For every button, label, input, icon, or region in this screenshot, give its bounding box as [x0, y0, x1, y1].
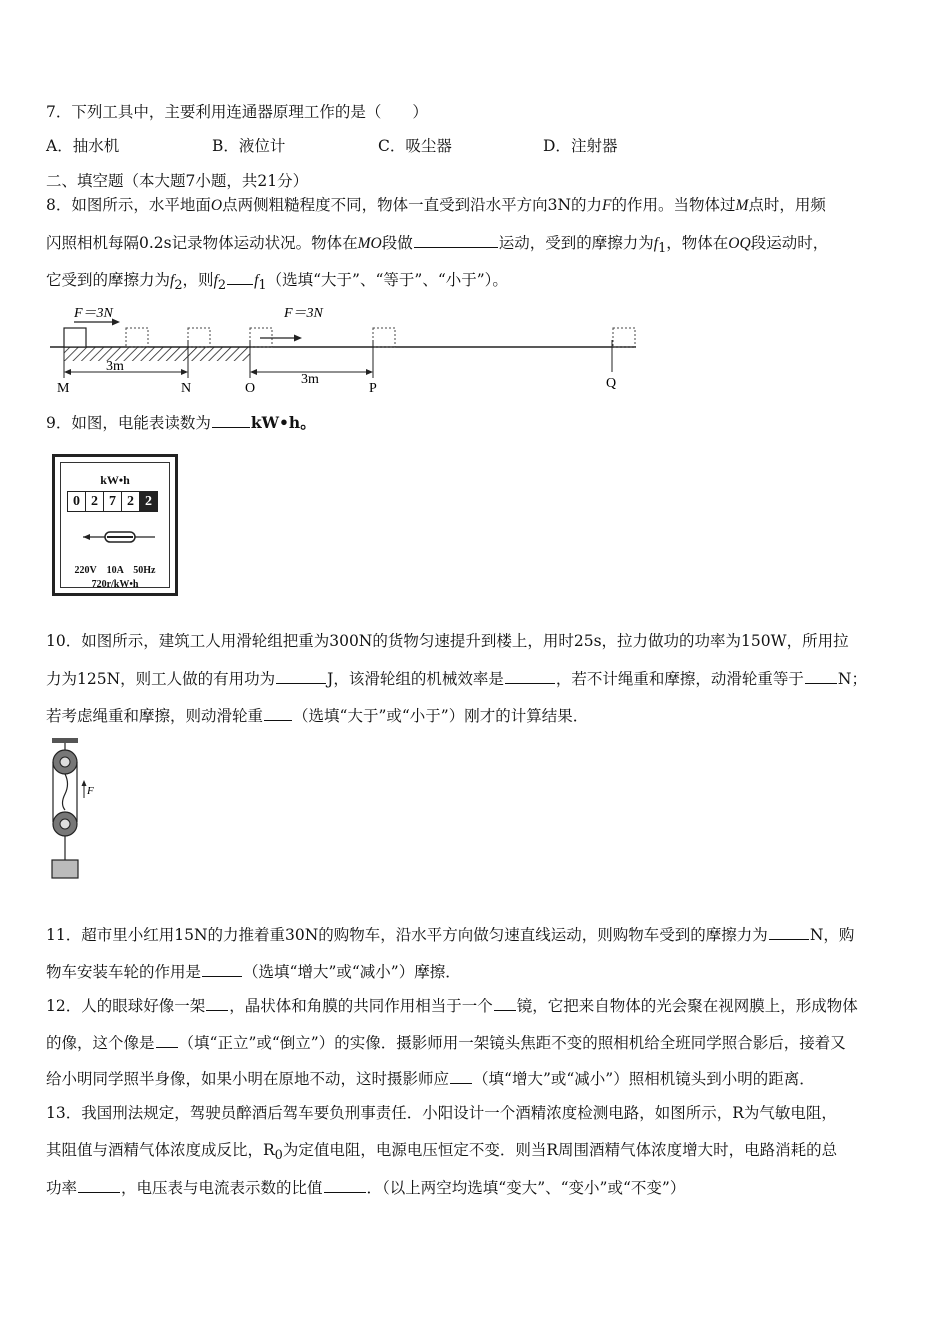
answer-blank[interactable]: [264, 705, 292, 721]
q8-text: 点两侧粗糙程度不同，物体一直受到沿水平方向3N的力: [222, 196, 603, 214]
q13-text: 其阻值与酒精气体浓度成反比，R: [46, 1141, 275, 1159]
point-label-q: Q: [606, 376, 617, 391]
cargo-block: [52, 860, 78, 878]
q8-text: 8．如图所示，水平地面: [46, 196, 211, 214]
q8-text: 点时，用频: [748, 196, 826, 214]
option-label: C．: [378, 137, 406, 155]
answer-blank[interactable]: [276, 668, 326, 684]
answer-blank[interactable]: [494, 995, 516, 1011]
q10-text: 力为125N，则工人做的有用功为: [46, 670, 276, 688]
q10-line-3: [46, 705, 588, 726]
answer-blank[interactable]: [227, 269, 253, 285]
q13-line-3: [46, 1177, 685, 1198]
q10-text: 若考虑绳重和摩擦，则动滑轮重: [46, 707, 264, 725]
dimension-arrow: [181, 369, 188, 375]
q10-text: N；: [837, 670, 867, 688]
ghost-box: [188, 328, 210, 347]
meter-digit-decimal: 2: [140, 492, 157, 511]
q11-text: 11．超市里小红用15N的力推着重30N的购物车，沿水平方向做匀速直线运动，则购物车受到的摩擦力为: [46, 926, 768, 944]
q7-option-a: [46, 136, 119, 156]
option-label: D．: [543, 137, 571, 155]
option-label: A．: [46, 137, 73, 155]
q7-option-c: [378, 136, 452, 156]
option-text: 注射器: [570, 137, 618, 155]
q10-line-1: 10．如图所示，建筑工人用滑轮组把重为300N的货物匀速提升到楼上，用时25s，拉力做功的功率为150W，所用拉: [46, 632, 849, 650]
ghost-box: [373, 328, 395, 347]
q11-line-2: [46, 961, 461, 982]
meter-disc-icon: [83, 529, 155, 545]
meter-digit: 2: [122, 492, 140, 511]
q8-text: 的作用。当物体过: [611, 196, 736, 214]
force-label-1: F＝3N: [74, 306, 113, 321]
q8-line-3: [46, 269, 508, 296]
q8-text: （选填“大于”、“等于”、“小于”）。: [266, 271, 508, 289]
q8-line-1: [46, 195, 826, 216]
q11-text: （选填“增大”或“减小”）摩擦．: [243, 963, 461, 981]
q7-option-b: [212, 136, 285, 156]
q13-line-2: [46, 1140, 837, 1166]
subscript: 1: [258, 278, 267, 294]
point-label-m: M: [57, 381, 70, 396]
dimension-arrow: [250, 369, 257, 375]
answer-blank[interactable]: [324, 1177, 366, 1193]
dimension-label-1: 3m: [106, 359, 124, 374]
q8-text: 闪照相机每隔0.2s记录物体运动状况。物体在: [46, 234, 358, 252]
ghost-box: [126, 328, 148, 347]
q8-motion-figure: [40, 300, 650, 396]
ghost-box: [613, 328, 635, 347]
energy-meter-figure: [52, 454, 178, 596]
q9-line: [46, 412, 316, 433]
meter-digit: 2: [86, 492, 104, 511]
q13-line-1: 13．我国刑法规定，驾驶员醉酒后驾车要负刑事责任．小阳设计一个酒精浓度检测电路，如图所示，R为气敏电阻，: [46, 1104, 837, 1122]
var-o: O: [210, 197, 223, 214]
q12-text: 镜，它把来自物体的光会聚在视网膜上，形成物体: [516, 997, 858, 1015]
q12-text: （填“正立”或“倒立”）的实像．摄影师用一架镜头焦距不变的照相机给全班同学照合影后，接着又: [178, 1034, 846, 1052]
var-mo: MO: [357, 235, 382, 252]
answer-blank[interactable]: [78, 1177, 120, 1193]
answer-blank[interactable]: [202, 961, 242, 977]
var-f2: f: [213, 272, 218, 289]
meter-digit-window: [67, 491, 158, 512]
option-text: 液位计: [238, 137, 286, 155]
q13-text: 为定值电阻，电源电压恒定不变．则当R周围酒精气体浓度增大时，电路消耗的总: [282, 1141, 838, 1159]
q10-text: ，若不计绳重和摩擦，动滑轮重等于: [555, 670, 804, 688]
point-label-p: P: [369, 381, 377, 396]
q12-text: 的像，这个像是: [46, 1034, 155, 1052]
subscript: 2: [174, 278, 183, 294]
var-f1: f: [653, 235, 659, 252]
q11-line-1: [46, 924, 854, 945]
q8-text: 运动，受到的摩擦力为: [498, 234, 654, 252]
option-text: 吸尘器: [405, 137, 452, 155]
rope: [63, 774, 68, 810]
point-label-n: N: [181, 381, 192, 396]
q12-line-2: [46, 1032, 846, 1053]
answer-blank[interactable]: [212, 412, 250, 428]
answer-blank[interactable]: [156, 1032, 178, 1048]
q11-text: 物车安装车轮的作用是: [46, 963, 202, 981]
answer-blank[interactable]: [206, 995, 228, 1011]
q8-text: 段做: [381, 234, 413, 252]
q8-text: 段运动时，: [750, 234, 829, 252]
ceiling-mount: [52, 738, 78, 743]
pull-force-label: F: [87, 785, 94, 797]
var-oq: OQ: [728, 235, 751, 252]
pulley-system-figure: [44, 738, 104, 884]
answer-blank[interactable]: [450, 1068, 472, 1084]
answer-blank[interactable]: [505, 668, 555, 684]
q9-unit-text: kW•h。: [250, 413, 316, 432]
q7-stem: 7．下列工具中，主要利用连通器原理工作的是（ ）: [46, 103, 428, 121]
force-arrowhead: [112, 319, 120, 326]
point-label-o: O: [245, 381, 256, 396]
q10-text: J，该滑轮组的机械效率是: [327, 670, 504, 688]
var-f: F: [602, 197, 612, 214]
q12-text: 给小明同学照半身像，如果小明在原地不动，这时摄影师应: [46, 1070, 450, 1088]
meter-digit: 7: [104, 492, 122, 511]
q10-line-2: [46, 668, 867, 689]
answer-blank[interactable]: [805, 668, 837, 684]
meter-revolutions-label: 720r/kW•h: [91, 579, 139, 590]
q12-text: （填“增大”或“减小”）照相机镜头到小明的距离．: [473, 1070, 815, 1088]
meter-unit-label: kW•h: [100, 473, 130, 487]
q8-text: 它受到的摩擦力为: [46, 271, 171, 289]
q12-line-1: [46, 995, 858, 1016]
q12-text: 12．人的眼球好像一架: [46, 997, 206, 1015]
var-f1: f: [254, 272, 259, 289]
q10-text: （选填“大于”或“小于”）刚才的计算结果．: [293, 707, 589, 725]
rough-ground-hatch: [64, 347, 250, 361]
q12-text: ，晶状体和角膜的共同作用相当于一个: [229, 997, 493, 1015]
dimension-arrow: [64, 369, 71, 375]
q13-text: ．（以上两空均选填“变大”、“变小”或“不变”）: [366, 1179, 686, 1197]
answer-blank[interactable]: [414, 232, 498, 248]
q13-text: ，电压表与电流表示数的比值: [121, 1179, 323, 1197]
subscript: 2: [217, 278, 227, 294]
object-box: [64, 328, 86, 347]
q8-text: ，则: [182, 271, 214, 289]
dimension-arrow: [366, 369, 373, 375]
meter-spec-label: 220V 10A 50Hz: [74, 565, 156, 576]
section-heading: 二、填空题（本大题7小题，共21分）: [46, 172, 309, 190]
force-arrowhead: [294, 335, 302, 342]
answer-blank[interactable]: [769, 924, 809, 940]
q9-text: 9．如图，电能表读数为: [46, 414, 211, 432]
var-f2: f: [170, 272, 175, 289]
q8-line-2: [46, 232, 828, 259]
dimension-label-2: 3m: [301, 372, 319, 387]
option-text: 抽水机: [72, 137, 120, 155]
pull-arrowhead: [82, 780, 87, 786]
subscript: 1: [658, 241, 667, 257]
meter-panel: [60, 462, 170, 588]
force-label-2: F＝3N: [284, 306, 323, 321]
subscript: 0: [274, 1148, 283, 1164]
var-m: M: [735, 197, 749, 214]
option-label: B．: [212, 137, 239, 155]
q7-option-d: [543, 136, 617, 156]
meter-digit: 0: [68, 492, 86, 511]
q13-text: 功率: [46, 1179, 78, 1197]
q11-text: N，购: [809, 926, 855, 944]
q12-line-3: [46, 1068, 815, 1089]
q8-text: ，物体在: [666, 234, 729, 252]
